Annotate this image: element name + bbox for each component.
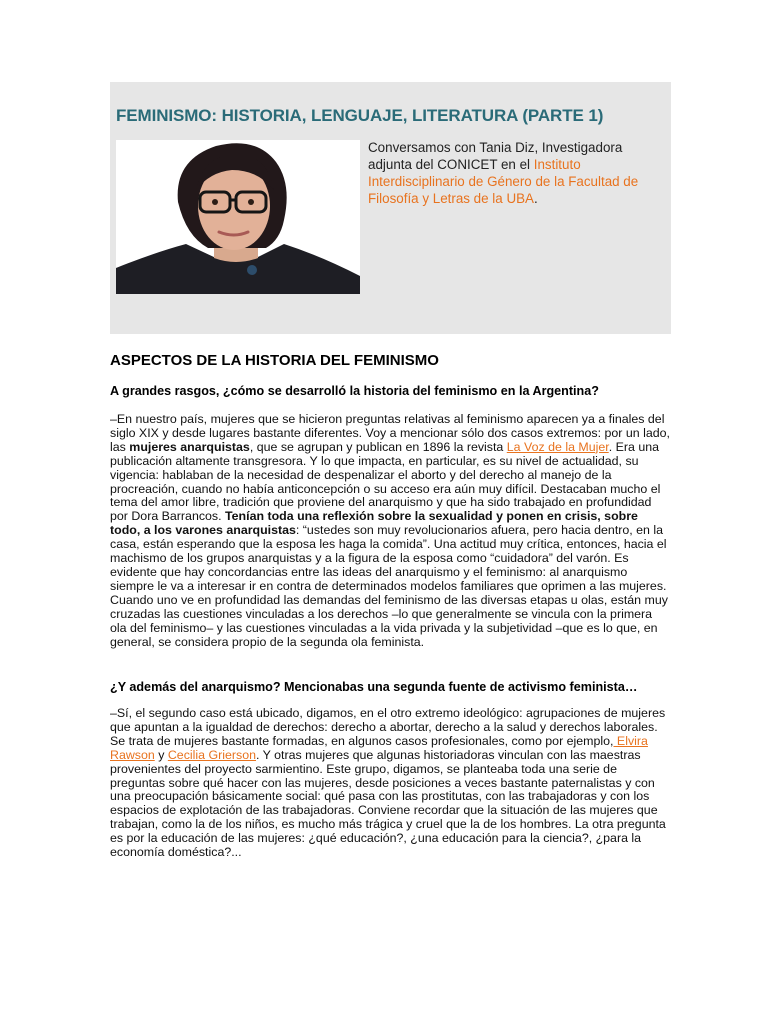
banner-intro	[368, 139, 668, 207]
answer-1-bold-anarquistas: mujeres anarquistas	[129, 439, 250, 454]
question-1: A grandes rasgos, ¿cómo se desarrolló la historia del feminismo en la Argentina?	[110, 384, 599, 398]
answer-1-text: –En nuestro país, mujeres que se hicieron preguntas relativas al feminismo aparecen ya a finales del siglo XIX y desde lugares bastante diferentes. Voy a mencionar sólo dos casos extremos: por un lado, las	[110, 412, 670, 454]
banner-intro-prefix: Conversamos con Tania Diz, Investigadora adjunta del CONICET en el	[368, 140, 623, 172]
portrait-photo	[116, 140, 360, 294]
answer-2-paragraph	[110, 707, 670, 860]
answer-2-text: –Sí, el segundo caso está ubicado, digamos, en el otro extremo ideológico: agrupaciones de mujeres que apuntan a la igualdad de derechos: derecho a abortar, derecho a la salud y derechos laborales. Se trata de mujeres bastante formadas, en algunos casos profesionales, como por ejemplo,	[110, 706, 666, 748]
article-banner	[110, 82, 671, 334]
answer-2-text: . Y otras mujeres que algunas historiadoras vinculan con las maestras provenientes del proyecto sarmientino. Este grupo, digamos, se planteaba toda una serie de preguntas sobre qué hacer con las mujeres, desde posiciones a veces bastante paternalistas y con una preocupación básicamente social: qué pasa con las prostitutas, con las trabajadoras y con los espacios de explotación de las trabajadoras. Conviene recordar que la situación de las mujeres que trabajan, como la de los niños, es mucho más trágica y cruel que la de los hombres. La otra pregunta es por la educación de las mujeres: ¿qué educación?, ¿una educación para la ciencia?, ¿para la economía doméstica?...	[110, 747, 666, 860]
answer-1-text: , que se agrupan y publican en 1896 la revista	[249, 439, 507, 454]
elvira-rawson-link[interactable]: Elvira Rawson	[110, 733, 648, 762]
answer-1-paragraph	[110, 413, 670, 649]
answer-1-text: . Era una publicación altamente transgresora. Y lo que impacta, en particular, es su nivel de actualidad, su vigencia: hablaban de la necesidad de despenalizar el aborto y del derecho al manejo de la procreación, cuando no había anticoncepción o su acceso era aún muy difícil. Destacaban mucho el tema del amor libre, tradición que proviene del anarquismo y que ha sido trabajado en profundidad por Dora Barrancos.	[110, 439, 661, 524]
banner-intro-suffix: .	[533, 191, 538, 206]
answer-1-bold-reflexion: Tenían toda una reflexión sobre la sexualidad y ponen en crisis, sobre todo, a los varones anarquistas	[110, 509, 638, 538]
answer-2-text: y	[154, 747, 168, 762]
la-voz-de-la-mujer-link[interactable]: La Voz de la Mujer	[506, 439, 609, 454]
cecilia-grierson-link[interactable]: Cecilia Grierson	[167, 747, 256, 762]
institute-link[interactable]: Instituto Interdisciplinario de Género de la Facultad de Filosofía y Letras de la UBA	[368, 157, 639, 206]
question-2: ¿Y además del anarquismo? Mencionabas una segunda fuente de activismo feminista…	[110, 680, 638, 694]
section-title: ASPECTOS DE LA HISTORIA DEL FEMINISMO	[110, 352, 439, 369]
banner-title: FEMINISMO: HISTORIA, LENGUAJE, LITERATURA (PARTE 1)	[116, 106, 604, 125]
answer-1-text: : “ustedes son muy revolucionarios afuera, pero hacia dentro, en la casa, están esperando que la esposa les haga la comida”. Una actitud muy crítica, entonces, hacia el machismo de los grupos anarquistas y a la figura de la esposa como “cuidadora” del varón. Es evidente que hay concordancias entre las ideas del anarquismo y el feminismo: al anarquismo siempre le va a interesar ir en contra de determinados modelos familiares que oprimen a las mujeres. Cuando uno ve en profundidad las demandas del feminismo de las diversas etapas u olas, están muy cruzadas las cuestiones vinculadas a los derechos –lo que generalmente se vincula con la primera ola del feminismo– y las cuestiones vinculadas a la vida privada y la subjetividad –que es lo que, en general, se considera propio de la segunda ola feminista.	[110, 523, 668, 649]
